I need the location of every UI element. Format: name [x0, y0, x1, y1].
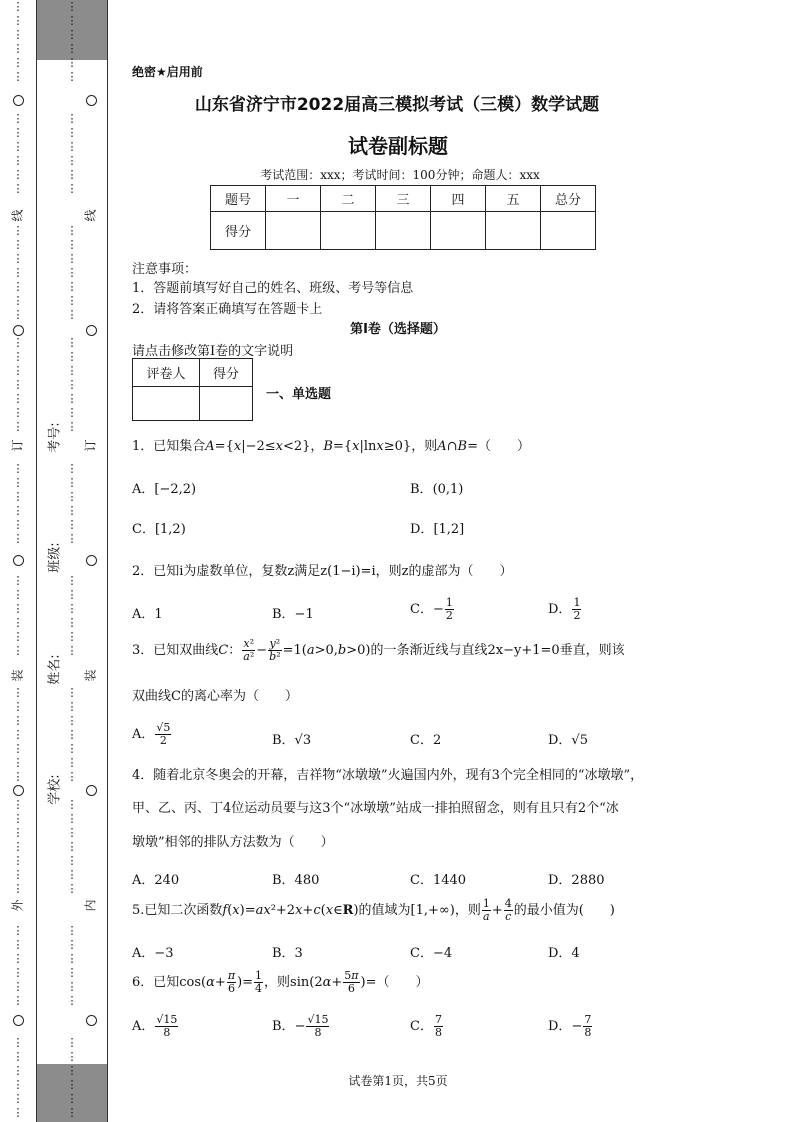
binding-circle-icon: [86, 325, 97, 336]
binding-dot: ⋮: [12, 574, 24, 587]
question-4-option-b[interactable]: B．480: [272, 873, 320, 888]
binding-dot: ⋮: [12, 364, 24, 377]
binding-dot: ⋮: [66, 532, 78, 545]
question-3-option-b[interactable]: B．√3: [272, 733, 312, 748]
score-cell[interactable]: [486, 212, 541, 250]
binding-label: 线: [83, 209, 98, 222]
binding-dot: ⋮: [66, 112, 78, 125]
binding-label: 线: [10, 209, 25, 222]
binding-dot: ⋮: [66, 938, 78, 951]
binding-dot: ⋮: [12, 420, 24, 433]
grader-label: 评卷人: [133, 359, 200, 387]
binding-dot: ⋮: [12, 616, 24, 629]
binding-dot: ⋮: [66, 168, 78, 181]
binding-dot: ⋮: [12, 462, 24, 475]
grader-table: [132, 358, 253, 421]
grader-cell[interactable]: [133, 387, 200, 421]
binding-dot: ⋮: [66, 1092, 78, 1105]
binding-dot: ⋮: [12, 826, 24, 839]
binding-dot: ⋮: [66, 882, 78, 895]
question-5-option-d[interactable]: D．4: [548, 946, 580, 961]
question-2-option-d[interactable]: D． $\frac{1}{2}$: [548, 596, 581, 622]
binding-dot: ⋮: [12, 588, 24, 601]
binding-dot: ⋮: [12, 1078, 24, 1091]
binding-dot: ⋮: [12, 728, 24, 741]
binding-dot: ⋮: [12, 714, 24, 727]
binding-dot: ⋮: [12, 882, 24, 895]
grader-score-label: 得分: [200, 359, 253, 387]
binding-dot: ⋮: [12, 70, 24, 83]
binding-dot: ⋮: [66, 574, 78, 587]
binding-dot: ⋮: [12, 854, 24, 867]
binding-dot: ⋮: [12, 14, 24, 27]
question-1-option-c[interactable]: C．[1,2): [132, 522, 186, 537]
binding-dot: ⋮: [12, 966, 24, 979]
question-4-stem: 4．随着北京冬奥会的开幕，吉祥物“冰墩墩”火遍国内外，现有3个完全相同的“冰墩墩”，: [132, 768, 644, 783]
binding-dot: ⋮: [12, 406, 24, 419]
question-5-option-c[interactable]: C．−4: [410, 946, 453, 961]
binding-dot: ⋮: [12, 840, 24, 853]
binding-dot: ⋮: [66, 476, 78, 489]
binding-dot: ⋮: [66, 686, 78, 699]
notice-item: 1．答题前填写好自己的姓名、班级、考号等信息: [132, 281, 414, 296]
question-5-option-b[interactable]: B．3: [272, 946, 303, 961]
binding-circle-icon: [86, 555, 97, 566]
binding-dot: ⋮: [12, 924, 24, 937]
question-1-option-b[interactable]: B．(0,1): [410, 482, 464, 497]
binding-dot: ⋮: [66, 238, 78, 251]
binding-dot: ⋮: [12, 0, 24, 13]
binding-dot: ⋮: [66, 644, 78, 657]
binding-dot: ⋮: [66, 266, 78, 279]
binding-dot: ⋮: [66, 798, 78, 811]
binding-dot: ⋮: [66, 770, 78, 783]
binding-dot: ⋮: [66, 518, 78, 531]
notice-title: 注意事项：: [132, 262, 198, 277]
binding-dot: ⋮: [12, 476, 24, 489]
binding-dot: ⋮: [12, 350, 24, 363]
binding-label: 订: [83, 439, 98, 452]
binding-dot: ⋮: [12, 154, 24, 167]
binding-circle-icon: [86, 1015, 97, 1026]
binding-dot: ⋮: [12, 238, 24, 251]
outer-binding-margin: [0, 0, 36, 1122]
score-cell[interactable]: [541, 212, 596, 250]
question-2-stem: 2．已知i为虚数单位，复数z满足z(1−i)=i，则z的虚部为（ ）: [132, 564, 513, 579]
binding-label: 装: [10, 669, 25, 682]
binding-dot: ⋮: [12, 378, 24, 391]
score-table-header-cell: 三: [376, 186, 431, 212]
binding-dot: ⋮: [66, 182, 78, 195]
binding-dot: ⋮: [66, 252, 78, 265]
binding-dot: ⋮: [66, 966, 78, 979]
question-3-option-a[interactable]: A． $\frac{√5}{2}$: [132, 721, 171, 747]
binding-dot: ⋮: [66, 728, 78, 741]
question-5-option-a[interactable]: A．−3: [132, 946, 174, 961]
binding-dot: ⋮: [12, 602, 24, 615]
binding-dot: ⋮: [66, 994, 78, 1007]
question-2-option-a[interactable]: A．1: [132, 607, 163, 622]
question-3-option-c[interactable]: C．2: [410, 733, 442, 748]
page-footer: 试卷第1页，共5页: [348, 1074, 448, 1088]
binding-dot: ⋮: [66, 350, 78, 363]
binding-dot: ⋮: [66, 1106, 78, 1119]
binding-dot: ⋮: [66, 56, 78, 69]
binding-dot: ⋮: [12, 252, 24, 265]
binding-dot: ⋮: [12, 518, 24, 531]
score-cell[interactable]: [321, 212, 376, 250]
notice-item: 2．请将答案正确填写在答题卡上: [132, 302, 323, 317]
question-2-option-c[interactable]: C．− $\frac{1}{2}$: [410, 596, 453, 622]
score-table-header-cell: 总分: [541, 186, 596, 212]
class-field[interactable]: 班级:: [47, 542, 63, 573]
part1-description[interactable]: 请点击修改第I卷的文字说明: [132, 344, 294, 359]
binding-dot: ⋮: [12, 168, 24, 181]
binding-dot: ⋮: [12, 112, 24, 125]
score-cell[interactable]: [376, 212, 431, 250]
binding-dot: ⋮: [12, 532, 24, 545]
binding-dot: ⋮: [12, 42, 24, 55]
binding-dot: ⋮: [66, 0, 78, 13]
binding-dot: ⋮: [12, 308, 24, 321]
binding-circle-icon: [86, 785, 97, 796]
binding-dot: ⋮: [12, 28, 24, 41]
binding-dot: ⋮: [66, 742, 78, 755]
score-label-cell: 得分: [211, 212, 266, 250]
binding-dot: ⋮: [66, 714, 78, 727]
binding-dot: ⋮: [66, 1050, 78, 1063]
binding-dot: ⋮: [66, 462, 78, 475]
binding-dot: ⋮: [66, 1078, 78, 1091]
score-table-header-cell: 二: [321, 186, 376, 212]
binding-dot: ⋮: [66, 294, 78, 307]
binding-dot: ⋮: [12, 280, 24, 293]
binding-dot: ⋮: [66, 70, 78, 83]
binding-dot: ⋮: [66, 952, 78, 965]
binding-dot: ⋮: [12, 56, 24, 69]
question-4-stem-line3: 墩墩”相邻的排队方法数为（ ）: [132, 835, 334, 850]
binding-dot: ⋮: [66, 154, 78, 167]
binding-dot: ⋮: [12, 266, 24, 279]
binding-dot: ⋮: [12, 182, 24, 195]
binding-dot: ⋮: [66, 756, 78, 769]
binding-dot: ⋮: [12, 630, 24, 643]
page-subtitle: 试卷副标题: [348, 134, 448, 158]
binding-label: 外: [10, 899, 25, 912]
binding-dot: ⋮: [12, 294, 24, 307]
score-table-header-cell: 四: [431, 186, 486, 212]
binding-dot: ⋮: [12, 392, 24, 405]
binding-circle-icon: [86, 95, 97, 106]
binding-dot: ⋮: [12, 798, 24, 811]
binding-dot: ⋮: [12, 504, 24, 517]
binding-dot: ⋮: [12, 868, 24, 881]
binding-dot: ⋮: [12, 1092, 24, 1105]
exam-number-field[interactable]: 考号:: [47, 422, 63, 453]
binding-dot: ⋮: [66, 1036, 78, 1049]
question-6-option-b[interactable]: B．− $\frac{√15}{8}$: [272, 1013, 329, 1039]
binding-dot: ⋮: [66, 392, 78, 405]
question-1-option-a[interactable]: A．[−2,2): [132, 482, 197, 497]
binding-dot: ⋮: [66, 126, 78, 139]
binding-dot: ⋮: [66, 280, 78, 293]
school-field[interactable]: 学校:: [47, 774, 63, 805]
question-4-option-c[interactable]: C．1440: [410, 873, 467, 888]
binding-label: 内: [83, 899, 98, 912]
binding-dot: ⋮: [12, 336, 24, 349]
binding-label: 装: [83, 669, 98, 682]
score-table-header-cell: 一: [266, 186, 321, 212]
grader-score-cell[interactable]: [200, 387, 253, 421]
page-title: 山东省济宁市2022届高三模拟考试（三模）数学试题: [194, 95, 600, 115]
score-table-header-cell: 题号: [211, 186, 266, 212]
binding-dot: ⋮: [12, 756, 24, 769]
binding-dot: ⋮: [12, 700, 24, 713]
binding-dot: ⋮: [12, 812, 24, 825]
binding-dot: ⋮: [66, 812, 78, 825]
binding-circle-icon: [13, 785, 24, 796]
question-4-option-a[interactable]: A．240: [132, 873, 180, 888]
binding-dot: ⋮: [66, 224, 78, 237]
exam-info: 考试范围：xxx；考试时间：100分钟；命题人：xxx: [260, 168, 540, 182]
binding-dot: ⋮: [66, 140, 78, 153]
binding-dot: ⋮: [12, 770, 24, 783]
binding-dot: ⋮: [12, 1106, 24, 1119]
question-4-stem-line2: 甲、乙、丙、丁4位运动员要与这3个“冰墩墩”站成一排拍照留念，则有且只有2个“冰: [132, 801, 619, 816]
binding-dot: ⋮: [12, 1050, 24, 1063]
binding-dot: ⋮: [12, 224, 24, 237]
binding-dot: ⋮: [66, 308, 78, 321]
name-field[interactable]: 姓名:: [47, 654, 63, 685]
binding-dot: ⋮: [66, 868, 78, 881]
binding-dot: ⋮: [66, 980, 78, 993]
binding-dot: ⋮: [12, 686, 24, 699]
binding-dot: ⋮: [12, 644, 24, 657]
binding-dot: ⋮: [12, 742, 24, 755]
question-1-option-d[interactable]: D．[1,2]: [410, 522, 465, 537]
binding-dot: ⋮: [66, 28, 78, 41]
binding-dot: ⋮: [12, 1036, 24, 1049]
binding-dot: ⋮: [66, 420, 78, 433]
score-table: [210, 185, 596, 250]
binding-dot: ⋮: [66, 602, 78, 615]
question-6-option-c[interactable]: C． $\frac{7}{8}$: [410, 1013, 442, 1039]
binding-dot: ⋮: [66, 490, 78, 503]
question-2-option-b[interactable]: B．−1: [272, 607, 314, 622]
question-6-stem: 6．已知cos(α+ $\frac{\pi}{6}$ )= $\frac{1}{4}$ ，则sin(2α+ $\frac{5\pi}{6}$ )=（ ）: [132, 969, 429, 995]
binding-dot: ⋮: [12, 490, 24, 503]
section-title: 一、单选题: [266, 387, 332, 402]
binding-dot: ⋮: [66, 336, 78, 349]
binding-circle-icon: [13, 95, 24, 106]
secret-mark: 绝密★启用前: [132, 65, 203, 79]
binding-dot: ⋮: [66, 42, 78, 55]
question-5-stem: 5.已知二次函数f(x)=ax²+2x+c(x∈R)的值域为[1,+∞)，则 $\frac{1}{a}$ + $\frac{4}{c}$ 的最小值为( ): [132, 897, 615, 923]
binding-dot: ⋮: [66, 378, 78, 391]
binding-dot: ⋮: [12, 938, 24, 951]
question-6-option-a[interactable]: A． $\frac{√15}{8}$: [132, 1013, 178, 1039]
binding-dot: ⋮: [66, 700, 78, 713]
binding-dot: ⋮: [66, 826, 78, 839]
binding-dot: ⋮: [66, 364, 78, 377]
question-1-stem: 1．已知集合A={x|−2≤x<2}，B={x|lnx≥0}，则A∩B=（ ）: [132, 439, 530, 454]
binding-dot: ⋮: [66, 1064, 78, 1077]
binding-circle-icon: [13, 555, 24, 566]
binding-dot: ⋮: [66, 504, 78, 517]
score-cell[interactable]: [266, 212, 321, 250]
binding-dot: ⋮: [66, 630, 78, 643]
question-3-stem-line2: 双曲线C的离心率为（ ）: [132, 689, 298, 704]
binding-dot: ⋮: [66, 924, 78, 937]
binding-circle-icon: [13, 1015, 24, 1026]
question-4-option-d[interactable]: D．2880: [548, 873, 605, 888]
binding-dot: ⋮: [12, 994, 24, 1007]
binding-dot: ⋮: [12, 980, 24, 993]
binding-label: 订: [10, 439, 25, 452]
binding-dot: ⋮: [12, 952, 24, 965]
binding-dot: ⋮: [66, 840, 78, 853]
part1-title: 第I卷（选择题）: [350, 322, 446, 337]
binding-dot: ⋮: [66, 616, 78, 629]
question-6-option-d[interactable]: D．− $\frac{7}{8}$: [548, 1013, 592, 1039]
binding-dot: ⋮: [66, 406, 78, 419]
binding-dot: ⋮: [66, 588, 78, 601]
score-cell[interactable]: [431, 212, 486, 250]
question-3-stem: 3．已知双曲线C： $\frac{\text{x²}}{\text{a²}}$ − $\frac{\text{y²}}{\text{b²}}$ =1(a>0,b>0)的一条渐近线与直线2x−y+1=0垂直，则该: [132, 637, 625, 663]
question-3-option-d[interactable]: D．√5: [548, 733, 588, 748]
binding-dot: ⋮: [12, 1064, 24, 1077]
score-table-header-cell: 五: [486, 186, 541, 212]
binding-dot: ⋮: [12, 126, 24, 139]
binding-dot: ⋮: [12, 140, 24, 153]
binding-dot: ⋮: [66, 14, 78, 27]
binding-circle-icon: [13, 325, 24, 336]
binding-dot: ⋮: [66, 854, 78, 867]
